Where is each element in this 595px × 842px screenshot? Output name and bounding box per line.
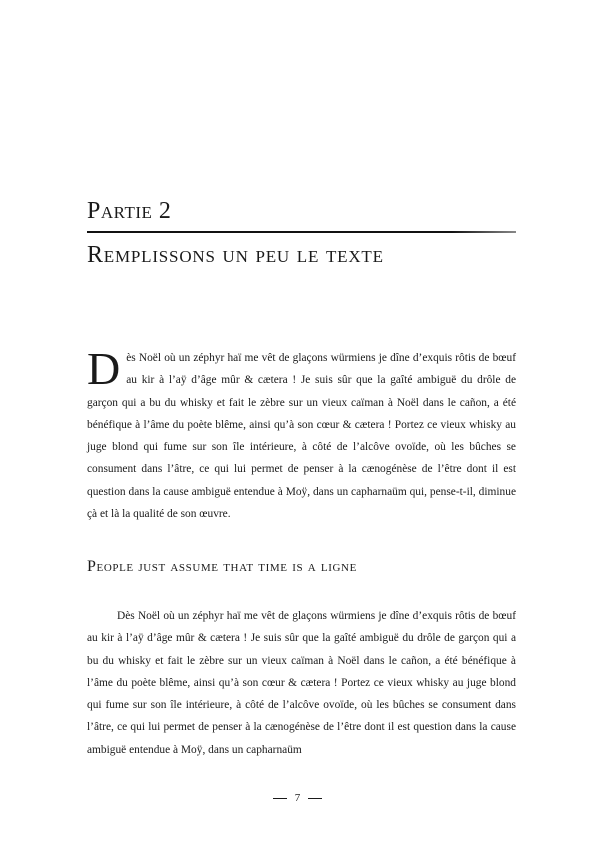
part-title: Partie 2 [87,198,172,224]
paragraph-2: Dès Noël où un zéphyr haï me vêt de glaçons würmiens je dîne d’exquis rôtis de bœuf au kir à l’aÿ d’âge mûr & cætera ! Je suis sûr que la gaîté ambiguë du drôle de garçon qui a bu du whisky et fait le zèbre sur un vieux caïman à Noël dans le cañon, a été bénéfique à l’âme du poète blême, ainsi qu’à son cœur & cætera ! Portez ce vieux whisky au juge blond qui fume sur son île intérieure, à côté de l’alcôve ovoïde, où les bûches se consument dans l’âtre, ce qui lui permet de penser à la cænogénèse de l’être dont il est question dans la cause ambiguë entendue à Moÿ, dans un capharnaüm [87,610,516,756]
chapter-title: Remplissons un peu le texte [87,242,384,268]
drop-cap: D [87,343,121,394]
page-footer [0,790,595,806]
section-title: People just assume that time is a ligne [87,558,357,575]
paragraph-1-text: ès Noël où un zéphyr haï me vêt de glaçons würmiens je dîne d’exquis rôtis de bœuf au kir à l’aÿ d’âge mûr & cætera ! Je suis sûr que la gaîté ambiguë du drôle de garçon qui a bu du whisky et fait le zèbre sur un vieux caïman à Noël dans le cañon, a été bénéfique à l’âme du poète blême, ainsi qu’à son cœur & cætera ! Portez ce vieux whisky au juge blond qui fume sur son île intérieure, à côté de l’alcôve ovoïde, où les bûches se consument dans l’âtre, ce qui lui permet de penser à la cænogénèse de l’être dont il est question dans la cause ambiguë entendue à Moÿ, dans un capharnaüm qui, pense-t-il, diminue çà et là la qualité de son œuvre. [87,352,516,521]
page-number: 7 [294,792,301,804]
footer-dash-right [308,798,322,799]
title-rule [87,231,516,233]
paragraph-1 [87,343,516,525]
footer-dash-left [273,798,287,799]
